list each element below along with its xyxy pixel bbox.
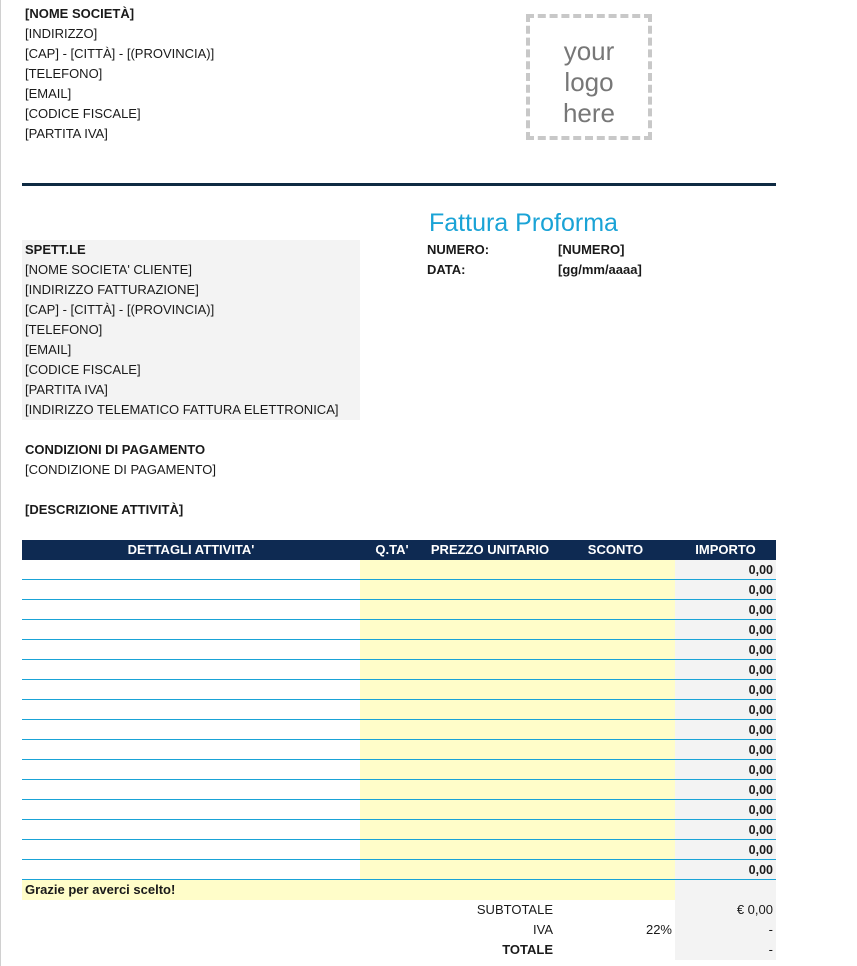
activity-description[interactable]: [DESCRIZIONE ATTIVITÀ] bbox=[25, 502, 184, 517]
company-email: [EMAIL] bbox=[25, 86, 72, 101]
logo-text-line: here bbox=[562, 98, 616, 128]
table-row-line bbox=[22, 839, 776, 840]
input-cells-area bbox=[360, 560, 675, 880]
client-heading: SPETT.LE bbox=[25, 242, 86, 257]
invoice-number-value[interactable]: [NUMERO] bbox=[558, 242, 625, 257]
table-row-line bbox=[22, 639, 776, 640]
table-row-line bbox=[22, 719, 776, 720]
header-amount: IMPORTO bbox=[695, 542, 756, 557]
client-tax-code[interactable]: [CODICE FISCALE] bbox=[25, 362, 141, 377]
table-row-line bbox=[22, 579, 776, 580]
row-amount: 0,00 bbox=[748, 663, 773, 677]
row-amount: 0,00 bbox=[748, 863, 773, 877]
row-amount: 0,00 bbox=[748, 703, 773, 717]
logo-text-line: logo bbox=[564, 67, 614, 97]
table-row-line bbox=[22, 699, 776, 700]
invoice-title: Fattura Proforma bbox=[429, 209, 618, 237]
payment-condition[interactable]: [CONDIZIONE DI PAGAMENTO] bbox=[25, 462, 216, 477]
row-amount: 0,00 bbox=[748, 763, 773, 777]
company-name: [NOME SOCIETÀ] bbox=[25, 6, 135, 21]
payment-heading: CONDIZIONI DI PAGAMENTO bbox=[25, 442, 206, 457]
logo-placeholder[interactable] bbox=[526, 14, 652, 140]
row-amount: 0,00 bbox=[748, 843, 773, 857]
table-row-line bbox=[22, 819, 776, 820]
header-unit-price: PREZZO UNITARIO bbox=[430, 542, 550, 557]
row-amount: 0,00 bbox=[748, 623, 773, 637]
row-amount: 0,00 bbox=[748, 743, 773, 757]
row-amount: 0,00 bbox=[748, 603, 773, 617]
company-tax-code: [CODICE FISCALE] bbox=[25, 106, 141, 121]
invoice-date-label: DATA: bbox=[427, 262, 466, 277]
client-e-invoice-address[interactable]: [INDIRIZZO TELEMATICO FATTURA ELETTRONICA] bbox=[25, 402, 339, 417]
client-city-line[interactable]: [CAP] - [CITTÀ] - [(PROVINCIA)] bbox=[25, 302, 215, 317]
row-amount: 0,00 bbox=[748, 583, 773, 597]
table-row-line bbox=[22, 779, 776, 780]
logo-text-line: your bbox=[563, 36, 615, 66]
header-details: DETTAGLI ATTIVITA' bbox=[127, 542, 255, 557]
table-row-line bbox=[22, 679, 776, 680]
table-row-line bbox=[22, 739, 776, 740]
row-amount: 0,00 bbox=[748, 803, 773, 817]
subtotal-value: € 0,00 bbox=[736, 902, 773, 917]
header-discount: SCONTO bbox=[587, 542, 644, 557]
client-phone[interactable]: [TELEFONO] bbox=[25, 322, 103, 337]
total-value: - bbox=[768, 942, 773, 957]
client-billing-address[interactable]: [INDIRIZZO FATTURAZIONE] bbox=[25, 282, 199, 297]
row-amount: 0,00 bbox=[748, 683, 773, 697]
client-vat[interactable]: [PARTITA IVA] bbox=[25, 382, 108, 397]
company-vat: [PARTITA IVA] bbox=[25, 126, 108, 141]
company-city-line: [CAP] - [CITTÀ] - [(PROVINCIA)] bbox=[25, 46, 215, 61]
table-row-line bbox=[22, 759, 776, 760]
row-amount: 0,00 bbox=[748, 783, 773, 797]
row-amount: 0,00 bbox=[748, 643, 773, 657]
sheet-left-border bbox=[0, 0, 1, 966]
invoice-number-label: NUMERO: bbox=[427, 242, 490, 257]
total-label: TOTALE bbox=[502, 942, 553, 957]
row-amount: 0,00 bbox=[748, 563, 773, 577]
table-row-line bbox=[22, 599, 776, 600]
company-address: [INDIRIZZO] bbox=[25, 26, 98, 41]
table-row-line bbox=[22, 659, 776, 660]
row-amount: 0,00 bbox=[748, 823, 773, 837]
client-name[interactable]: [NOME SOCIETA' CLIENTE] bbox=[25, 262, 192, 277]
vat-value: - bbox=[768, 922, 773, 937]
row-amount: 0,00 bbox=[748, 723, 773, 737]
company-phone: [TELEFONO] bbox=[25, 66, 103, 81]
subtotal-label: SUBTOTALE bbox=[476, 902, 553, 917]
client-email[interactable]: [EMAIL] bbox=[25, 342, 72, 357]
thanks-message: Grazie per averci scelto! bbox=[25, 882, 176, 897]
table-row-line bbox=[22, 859, 776, 860]
table-header bbox=[22, 540, 776, 560]
header-divider bbox=[22, 183, 776, 186]
vat-rate[interactable]: 22% bbox=[645, 922, 672, 937]
table-row-line bbox=[22, 619, 776, 620]
vat-label: IVA bbox=[533, 922, 553, 937]
table-row-line bbox=[22, 799, 776, 800]
header-qty: Q.TA' bbox=[375, 542, 409, 557]
invoice-date-value[interactable]: [gg/mm/aaaa] bbox=[558, 262, 642, 277]
